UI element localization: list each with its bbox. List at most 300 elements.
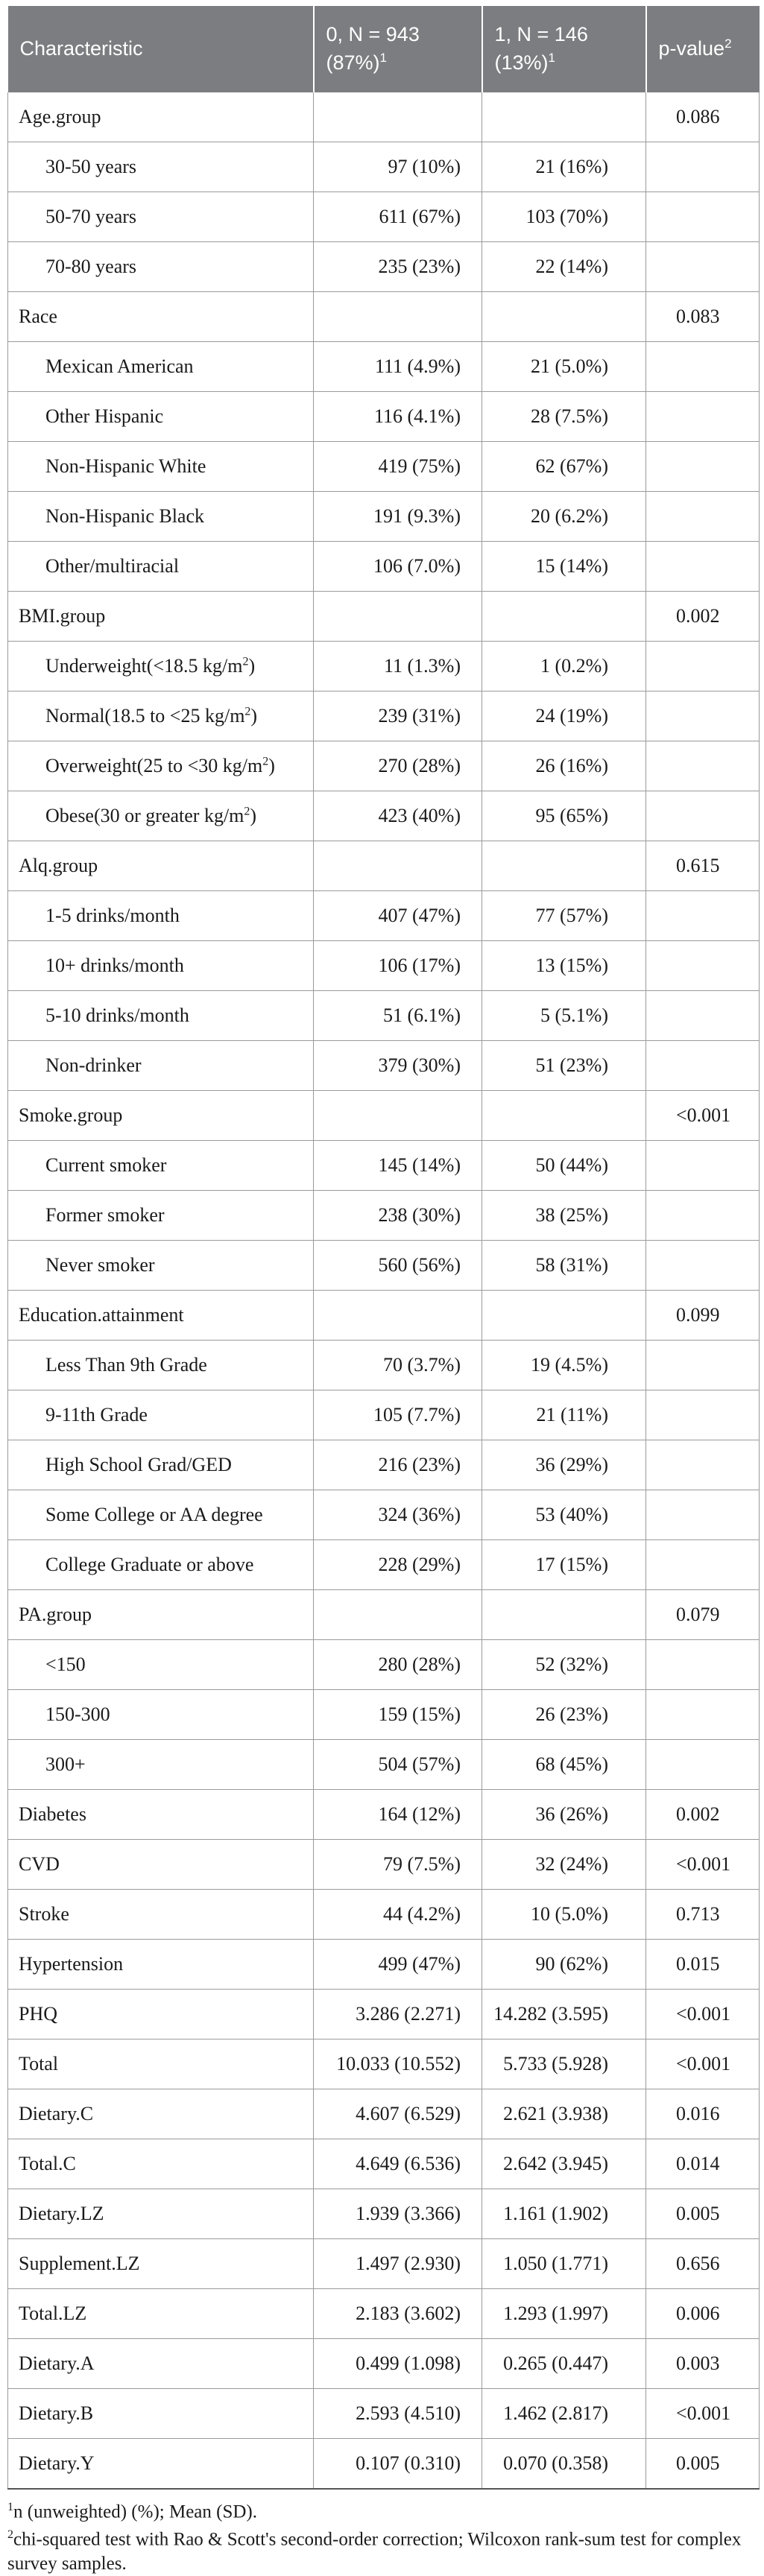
p-value <box>646 1341 760 1390</box>
group-1-value: 36 (29%) <box>482 1440 646 1490</box>
table-row <box>8 1440 760 1490</box>
group-0-value: 44 (4.2%) <box>314 1890 482 1940</box>
row-label-cell <box>8 1890 314 1940</box>
header-group-0-footnote-mark: 1 <box>379 51 387 65</box>
group-0-value: 280 (28%) <box>314 1640 482 1690</box>
group-1-value: 17 (15%) <box>482 1540 646 1590</box>
group-0-value: 191 (9.3%) <box>314 492 482 542</box>
header-pvalue-footnote-mark: 2 <box>724 37 732 51</box>
row-label-cell <box>8 1191 314 1241</box>
group-0-value: 111 (4.9%) <box>314 342 482 392</box>
group-1-value: 13 (15%) <box>482 941 646 991</box>
table-row <box>8 142 760 192</box>
p-value <box>646 1440 760 1490</box>
table-row <box>8 941 760 991</box>
p-value <box>646 991 760 1041</box>
table-row <box>8 92 760 142</box>
footnote <box>7 2500 753 2525</box>
row-label-cell <box>8 1740 314 1790</box>
row-label-superscript: 2 <box>244 805 250 818</box>
row-label: 9-11th Grade <box>45 1404 148 1425</box>
group-0-value <box>314 592 482 642</box>
row-label: Total.C <box>19 2153 76 2174</box>
table-row <box>8 1141 760 1191</box>
table-row <box>8 542 760 592</box>
group-0-value: 228 (29%) <box>314 1540 482 1590</box>
row-label: CVD <box>19 1853 60 1875</box>
group-1-value: 0.070 (0.358) <box>482 2439 646 2490</box>
p-value: 0.615 <box>646 841 760 891</box>
row-label-cell <box>8 891 314 941</box>
row-label: Obese(30 or greater kg/m <box>45 805 244 826</box>
row-label: <150 <box>45 1653 86 1675</box>
row-label: Non-Hispanic Black <box>45 505 205 527</box>
row-label-cell <box>8 692 314 741</box>
table-row <box>8 442 760 492</box>
group-1-value: 1.050 (1.771) <box>482 2239 646 2289</box>
row-label: Former smoker <box>45 1204 165 1226</box>
group-0-value <box>314 841 482 891</box>
characteristics-table <box>7 6 760 2490</box>
group-0-value: 2.183 (3.602) <box>314 2289 482 2339</box>
group-1-value: 5.733 (5.928) <box>482 2039 646 2089</box>
footnote <box>7 2528 753 2576</box>
row-label-cell <box>8 991 314 1041</box>
group-1-value <box>482 1291 646 1341</box>
row-label: 5-10 drinks/month <box>45 1004 189 1026</box>
p-value: 0.014 <box>646 2139 760 2189</box>
p-value: 0.003 <box>646 2339 760 2389</box>
footnote-text: n (unweighted) (%); Mean (SD). <box>13 2501 257 2522</box>
table-row <box>8 1241 760 1291</box>
group-1-value: 58 (31%) <box>482 1241 646 1291</box>
group-0-value: 70 (3.7%) <box>314 1341 482 1390</box>
row-label: Supplement.LZ <box>19 2253 140 2274</box>
p-value <box>646 1740 760 1790</box>
p-value <box>646 941 760 991</box>
p-value: 0.002 <box>646 1790 760 1840</box>
table-row <box>8 342 760 392</box>
footnote-mark: 1 <box>7 2501 13 2513</box>
group-0-value: 2.593 (4.510) <box>314 2389 482 2439</box>
group-0-value: 611 (67%) <box>314 192 482 242</box>
p-value: 0.005 <box>646 2189 760 2239</box>
row-label-cell <box>8 1840 314 1890</box>
row-label-cell <box>8 1540 314 1590</box>
group-0-value: 407 (47%) <box>314 891 482 941</box>
row-label-cell <box>8 1690 314 1740</box>
group-1-value: 77 (57%) <box>482 891 646 941</box>
p-value <box>646 542 760 592</box>
table-header <box>8 6 760 92</box>
p-value: 0.002 <box>646 592 760 642</box>
row-label: Total.LZ <box>19 2303 87 2324</box>
table-row <box>8 1890 760 1940</box>
row-label: Some College or AA degree <box>45 1504 263 1525</box>
group-1-value: 26 (23%) <box>482 1690 646 1740</box>
group-1-value: 2.621 (3.938) <box>482 2089 646 2139</box>
row-label-cell <box>8 741 314 791</box>
p-value: 0.656 <box>646 2239 760 2289</box>
row-label: Non-drinker <box>45 1054 142 1076</box>
row-label: Current smoker <box>45 1154 167 1176</box>
group-0-value <box>314 92 482 142</box>
group-0-value <box>314 292 482 342</box>
row-label-cell <box>8 1041 314 1091</box>
row-label-cell <box>8 1440 314 1490</box>
group-1-value: 32 (24%) <box>482 1840 646 1890</box>
group-0-value: 379 (30%) <box>314 1041 482 1091</box>
group-1-value: 51 (23%) <box>482 1041 646 1091</box>
group-1-value: 53 (40%) <box>482 1490 646 1540</box>
group-0-value: 116 (4.1%) <box>314 392 482 442</box>
row-label: PHQ <box>19 2003 58 2025</box>
group-1-value: 10 (5.0%) <box>482 1890 646 1940</box>
table-row <box>8 2339 760 2389</box>
p-value <box>646 1241 760 1291</box>
row-label-cell <box>8 642 314 692</box>
row-label-cell <box>8 1640 314 1690</box>
header-pvalue <box>646 6 760 92</box>
row-label: PA.group <box>19 1604 92 1625</box>
row-label-cell <box>8 841 314 891</box>
group-1-value: 1.161 (1.902) <box>482 2189 646 2239</box>
group-1-value: 52 (32%) <box>482 1640 646 1690</box>
group-1-value: 22 (14%) <box>482 242 646 292</box>
row-label: 150-300 <box>45 1703 110 1725</box>
group-1-value: 50 (44%) <box>482 1141 646 1191</box>
row-label-suffix: ) <box>250 805 257 826</box>
row-label: Underweight(<18.5 kg/m <box>45 655 243 677</box>
group-1-value <box>482 1091 646 1141</box>
table-row <box>8 2139 760 2189</box>
group-1-value <box>482 292 646 342</box>
row-label: Non-Hispanic White <box>45 455 206 477</box>
row-label-cell <box>8 1091 314 1141</box>
p-value <box>646 891 760 941</box>
group-0-value <box>314 1291 482 1341</box>
table-row <box>8 1341 760 1390</box>
table-row <box>8 841 760 891</box>
group-1-value: 62 (67%) <box>482 442 646 492</box>
row-label-suffix: ) <box>268 755 275 776</box>
table-row <box>8 1091 760 1141</box>
row-label: Other/multiracial <box>45 555 180 577</box>
header-characteristic-label: Characteristic <box>19 37 143 60</box>
row-label-cell <box>8 392 314 442</box>
row-label-cell <box>8 492 314 542</box>
table-row <box>8 192 760 242</box>
row-label-cell <box>8 2239 314 2289</box>
group-1-value: 26 (16%) <box>482 741 646 791</box>
row-label-superscript: 2 <box>242 655 249 668</box>
group-1-value: 1.462 (2.817) <box>482 2389 646 2439</box>
group-1-value: 21 (5.0%) <box>482 342 646 392</box>
p-value <box>646 192 760 242</box>
group-1-value: 38 (25%) <box>482 1191 646 1241</box>
group-1-value: 19 (4.5%) <box>482 1341 646 1390</box>
row-label-suffix: ) <box>250 705 258 727</box>
row-label: Other Hispanic <box>45 405 164 427</box>
group-1-value: 1 (0.2%) <box>482 642 646 692</box>
group-1-value: 15 (14%) <box>482 542 646 592</box>
group-0-value: 79 (7.5%) <box>314 1840 482 1890</box>
table-row <box>8 2289 760 2339</box>
group-0-value: 106 (17%) <box>314 941 482 991</box>
row-label-cell <box>8 1490 314 1540</box>
header-group-1-main: 1, N = 146 <box>494 23 588 46</box>
row-label-cell <box>8 2289 314 2339</box>
p-value <box>646 142 760 192</box>
group-0-value: 235 (23%) <box>314 242 482 292</box>
group-0-value: 499 (47%) <box>314 1940 482 1990</box>
p-value <box>646 1540 760 1590</box>
p-value <box>646 1490 760 1540</box>
row-label-cell <box>8 1940 314 1990</box>
p-value <box>646 492 760 542</box>
table-row <box>8 1590 760 1640</box>
row-label: Race <box>19 306 57 327</box>
group-1-value <box>482 841 646 891</box>
group-0-value: 10.033 (10.552) <box>314 2039 482 2089</box>
group-1-value: 68 (45%) <box>482 1740 646 1790</box>
table-row <box>8 692 760 741</box>
group-0-value: 419 (75%) <box>314 442 482 492</box>
p-value: 0.015 <box>646 1940 760 1990</box>
row-label: College Graduate or above <box>45 1554 254 1575</box>
row-label-cell <box>8 1341 314 1390</box>
row-label-cell <box>8 2139 314 2189</box>
row-label-cell <box>8 192 314 242</box>
row-label-cell <box>8 1990 314 2039</box>
row-label: Smoke.group <box>19 1104 123 1126</box>
header-pvalue-label: p-value <box>658 37 725 60</box>
table-row <box>8 292 760 342</box>
row-label-cell <box>8 92 314 142</box>
row-label-cell <box>8 1291 314 1341</box>
group-1-value <box>482 92 646 142</box>
row-label-cell <box>8 342 314 392</box>
table-row <box>8 392 760 442</box>
row-label: 70-80 years <box>45 256 137 277</box>
table-row <box>8 2439 760 2490</box>
p-value: <0.001 <box>646 1990 760 2039</box>
table-row <box>8 1291 760 1341</box>
p-value: 0.713 <box>646 1890 760 1940</box>
header-characteristic <box>8 6 314 92</box>
footnote-mark: 2 <box>7 2528 13 2541</box>
p-value: 0.006 <box>646 2289 760 2339</box>
group-0-value: 238 (30%) <box>314 1191 482 1241</box>
row-label: Alq.group <box>19 855 98 876</box>
row-label: Never smoker <box>45 1254 155 1276</box>
footnote-text: chi-squared test with Rao & Scott's second-order correction; Wilcoxon rank-sum test for complex survey samples. <box>7 2529 742 2574</box>
row-label: Stroke <box>19 1903 69 1925</box>
group-1-value: 103 (70%) <box>482 192 646 242</box>
row-label: Less Than 9th Grade <box>45 1354 207 1376</box>
row-label: Overweight(25 to <30 kg/m <box>45 755 263 776</box>
table-row <box>8 2089 760 2139</box>
row-label: Dietary.C <box>19 2103 94 2124</box>
table-row <box>8 1840 760 1890</box>
p-value <box>646 342 760 392</box>
table-row <box>8 1041 760 1091</box>
table-row <box>8 592 760 642</box>
table-row <box>8 2239 760 2289</box>
group-1-value: 5 (5.1%) <box>482 991 646 1041</box>
row-label: Education.attainment <box>19 1304 184 1326</box>
row-label-cell <box>8 592 314 642</box>
group-0-value: 159 (15%) <box>314 1690 482 1740</box>
p-value: 0.005 <box>646 2439 760 2490</box>
group-0-value: 4.607 (6.529) <box>314 2089 482 2139</box>
table-row <box>8 642 760 692</box>
row-label-superscript: 2 <box>244 705 251 718</box>
group-1-value: 2.642 (3.945) <box>482 2139 646 2189</box>
row-label: Dietary.Y <box>19 2452 95 2474</box>
table-row <box>8 1191 760 1241</box>
p-value <box>646 1690 760 1740</box>
table-row <box>8 1540 760 1590</box>
row-label: Dietary.A <box>19 2352 95 2374</box>
table-body <box>8 92 760 2489</box>
row-label: 1-5 drinks/month <box>45 905 180 926</box>
table-row <box>8 1790 760 1840</box>
row-label: Dietary.B <box>19 2402 94 2424</box>
row-label: Dietary.LZ <box>19 2203 104 2224</box>
footnotes <box>7 2500 753 2576</box>
p-value: <0.001 <box>646 2389 760 2439</box>
row-label-cell <box>8 2189 314 2239</box>
row-label: High School Grad/GED <box>45 1454 232 1475</box>
group-1-value: 24 (19%) <box>482 692 646 741</box>
group-1-value: 14.282 (3.595) <box>482 1990 646 2039</box>
group-1-value <box>482 592 646 642</box>
p-value <box>646 791 760 841</box>
table-row <box>8 1740 760 1790</box>
row-label: 10+ drinks/month <box>45 955 184 976</box>
p-value: <0.001 <box>646 1840 760 1890</box>
table-row <box>8 1640 760 1690</box>
table-row <box>8 791 760 841</box>
group-1-value: 21 (11%) <box>482 1390 646 1440</box>
group-0-value: 164 (12%) <box>314 1790 482 1840</box>
table-row <box>8 1390 760 1440</box>
table-row <box>8 2389 760 2439</box>
row-label-cell <box>8 292 314 342</box>
group-1-value: 1.293 (1.997) <box>482 2289 646 2339</box>
p-value: 0.086 <box>646 92 760 142</box>
row-label-cell <box>8 2339 314 2389</box>
p-value: 0.016 <box>646 2089 760 2139</box>
table-row <box>8 2189 760 2239</box>
table-row <box>8 891 760 941</box>
header-group-1-sub: (13%) <box>494 51 549 74</box>
row-label-cell <box>8 791 314 841</box>
group-0-value: 560 (56%) <box>314 1241 482 1291</box>
group-0-value <box>314 1091 482 1141</box>
header-group-1 <box>482 6 646 92</box>
p-value <box>646 642 760 692</box>
row-label: Normal(18.5 to <25 kg/m <box>45 705 245 727</box>
group-0-value: 504 (57%) <box>314 1740 482 1790</box>
p-value: 0.083 <box>646 292 760 342</box>
row-label: Hypertension <box>19 1953 124 1975</box>
group-0-value: 145 (14%) <box>314 1141 482 1191</box>
header-group-0 <box>314 6 482 92</box>
p-value <box>646 1390 760 1440</box>
row-label-cell <box>8 242 314 292</box>
table-row <box>8 991 760 1041</box>
row-label-cell <box>8 1590 314 1640</box>
row-label-cell <box>8 442 314 492</box>
group-0-value <box>314 1590 482 1640</box>
row-label: 50-70 years <box>45 206 137 227</box>
header-group-0-main: 0, N = 943 <box>326 23 420 46</box>
p-value: <0.001 <box>646 1091 760 1141</box>
p-value: <0.001 <box>646 2039 760 2089</box>
row-label-cell <box>8 2439 314 2490</box>
row-label-cell <box>8 2089 314 2139</box>
p-value <box>646 741 760 791</box>
group-0-value: 423 (40%) <box>314 791 482 841</box>
row-label: Diabetes <box>19 1803 86 1825</box>
group-0-value: 216 (23%) <box>314 1440 482 1490</box>
group-0-value: 51 (6.1%) <box>314 991 482 1041</box>
group-0-value: 0.107 (0.310) <box>314 2439 482 2490</box>
header-row <box>8 6 760 92</box>
row-label-cell <box>8 142 314 192</box>
group-1-value <box>482 1590 646 1640</box>
header-group-1-footnote-mark: 1 <box>548 51 555 65</box>
group-0-value: 0.499 (1.098) <box>314 2339 482 2389</box>
table-row <box>8 1990 760 2039</box>
group-0-value: 106 (7.0%) <box>314 542 482 592</box>
row-label-cell <box>8 1790 314 1840</box>
table-row <box>8 492 760 542</box>
p-value <box>646 242 760 292</box>
group-0-value: 11 (1.3%) <box>314 642 482 692</box>
p-value: 0.079 <box>646 1590 760 1640</box>
group-1-value: 0.265 (0.447) <box>482 2339 646 2389</box>
table-row <box>8 741 760 791</box>
group-1-value: 20 (6.2%) <box>482 492 646 542</box>
p-value <box>646 442 760 492</box>
p-value <box>646 1141 760 1191</box>
table-row <box>8 1940 760 1990</box>
group-0-value: 270 (28%) <box>314 741 482 791</box>
group-0-value: 239 (31%) <box>314 692 482 741</box>
p-value <box>646 1640 760 1690</box>
group-0-value: 1.939 (3.366) <box>314 2189 482 2239</box>
row-label-cell <box>8 1390 314 1440</box>
group-0-value: 3.286 (2.271) <box>314 1990 482 2039</box>
p-value: 0.099 <box>646 1291 760 1341</box>
row-label-cell <box>8 2039 314 2089</box>
header-group-0-sub: (87%) <box>326 51 380 74</box>
row-label: Mexican American <box>45 355 194 377</box>
group-0-value: 97 (10%) <box>314 142 482 192</box>
table-row <box>8 2039 760 2089</box>
row-label: 30-50 years <box>45 156 137 177</box>
p-value <box>646 1191 760 1241</box>
row-label-cell <box>8 941 314 991</box>
table-row <box>8 1490 760 1540</box>
row-label: Total <box>19 2053 59 2075</box>
row-label: 300+ <box>45 1753 86 1775</box>
group-1-value: 95 (65%) <box>482 791 646 841</box>
row-label-superscript: 2 <box>262 755 269 768</box>
